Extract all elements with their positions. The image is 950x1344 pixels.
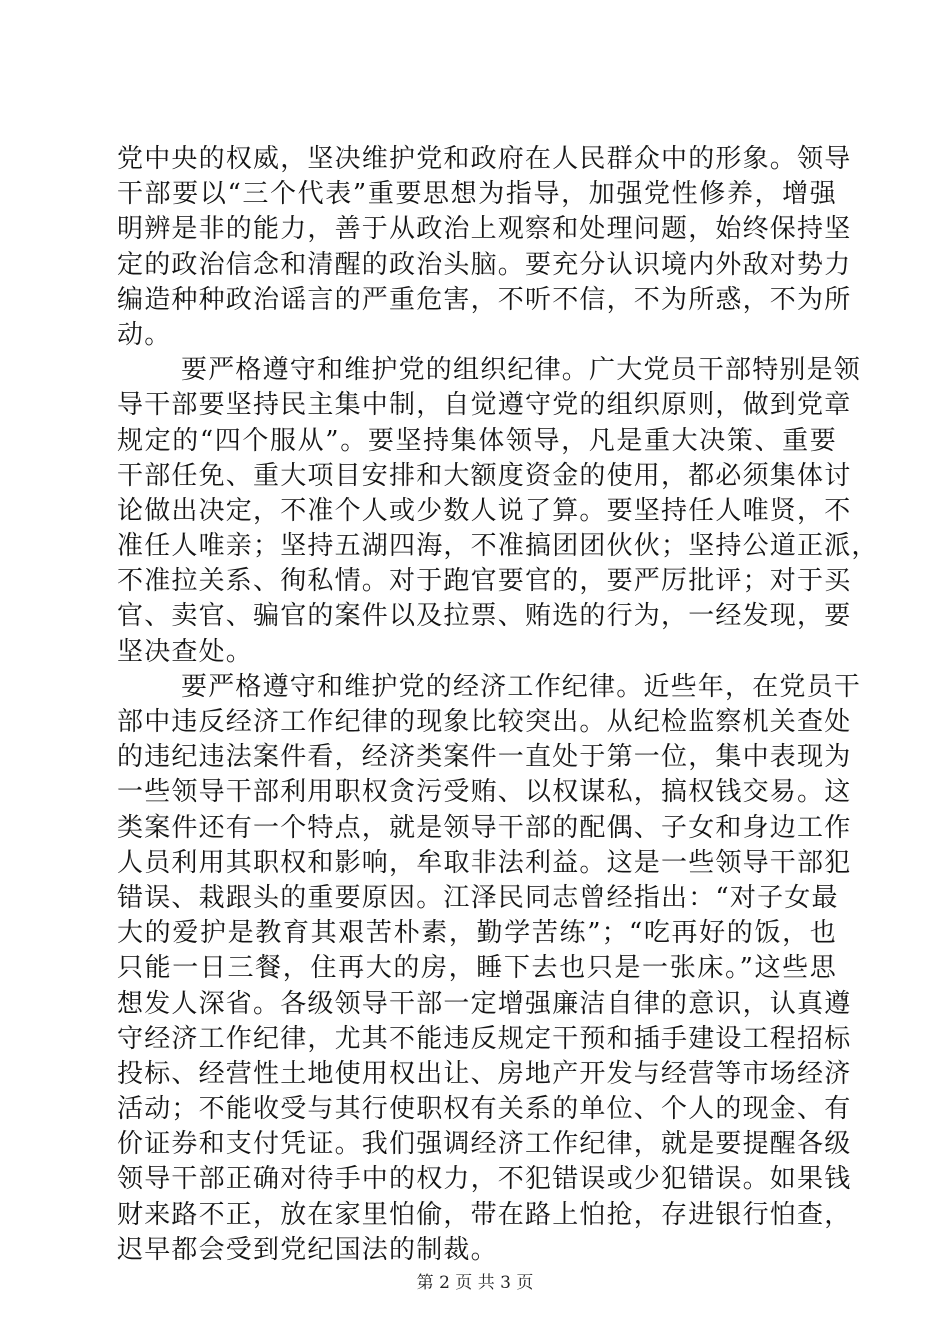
text-line: 坚决查处。 (117, 636, 254, 667)
text-line: 活动；不能收受与其行使职权有关系的单位、个人的现金、有 (117, 1094, 852, 1125)
text-line: 领导干部正确对待手中的权力，不犯错误或少犯错误。如果钱 (117, 1164, 852, 1195)
text-line: 投标、经营性土地使用权出让、房地产开发与经营等市场经济 (117, 1058, 852, 1089)
text-line: 的违纪违法案件看，经济类案件一直处于第一位，集中表现为 (117, 742, 852, 773)
text-line: 干部要以“三个代表”重要思想为指导，加强党性修养，增强 (117, 179, 837, 210)
text-line: 编造种种政治谣言的严重危害，不听不信，不为所惑，不为所 (117, 284, 852, 315)
text-line: 想发人深省。各级领导干部一定增强廉洁自律的意识，认真遵 (117, 988, 852, 1019)
text-line: 部中违反经济工作纪律的现象比较突出。从纪检监察机关查处 (117, 707, 852, 737)
text-line: 错误、栽跟头的重要原因。江泽民同志曾经指出：“对子女最 (117, 882, 839, 913)
body-text (117, 142, 879, 1268)
text-line: 财来路不正，放在家里怕偷，带在路上怕抢，存进银行怕查， (117, 1199, 852, 1230)
text-line: 只能一日三餐，住再大的房，睡下去也只是一张床。”这些思 (117, 953, 837, 984)
text-line: 人员利用其职权和影响，牟取非法利益。这是一些领导干部犯 (117, 847, 852, 878)
text-line: 动。 (117, 319, 172, 350)
text-line: 党中央的权威，坚决维护党和政府在人民群众中的形象。领导 (117, 144, 852, 174)
text-line: 规定的“四个服从”。要坚持集体领导，凡是重大决策、重要 (117, 425, 837, 456)
text-line: 准任人唯亲；坚持五湖四海，不准搞团团伙伙；坚持公道正派， (117, 531, 879, 562)
paragraph-first-line: 要严格遵守和维护党的组织纪律。广大党员干部特别是领 (181, 355, 862, 386)
text-line: 大的爱护是教育其艰苦朴素，勤学苦练”；“吃再好的饭，也 (117, 918, 837, 949)
text-line: 明辨是非的能力，善于从政治上观察和处理问题，始终保持坚 (117, 214, 852, 245)
text-line: 守经济工作纪律，尤其不能违反规定干预和插手建设工程招标 (117, 1023, 852, 1054)
text-line: 类案件还有一个特点，就是领导干部的配偶、子女和身边工作 (117, 812, 852, 843)
text-line: 定的政治信念和清醒的政治头脑。要充分认识境内外敌对势力 (117, 249, 852, 280)
text-line: 官、卖官、骗官的案件以及拉票、贿选的行为，一经发现，要 (117, 601, 852, 632)
text-line: 论做出决定，不准个人或少数人说了算。要坚持任人唯贤，不 (117, 495, 852, 526)
text-line: 一些领导干部利用职权贪污受贿、以权谋私，搞权钱交易。这 (117, 777, 852, 808)
text-line: 迟早都会受到党纪国法的制裁。 (117, 1234, 498, 1265)
paragraph-first-line: 要严格遵守和维护党的经济工作纪律。近些年，在党员干 (181, 671, 862, 702)
text-line: 价证券和支付凭证。我们强调经济工作纪律，就是要提醒各级 (117, 1129, 852, 1160)
text-line: 干部任免、重大项目安排和大额度资金的使用，都必须集体讨 (117, 460, 852, 491)
page-number: 第 2 页 共 3 页 (416, 1273, 534, 1293)
text-line: 不准拉关系、徇私情。对于跑官要官的，要严厉批评；对于买 (117, 566, 852, 597)
text-line: 导干部要坚持民主集中制，自觉遵守党的组织原则，做到党章 (117, 390, 852, 421)
